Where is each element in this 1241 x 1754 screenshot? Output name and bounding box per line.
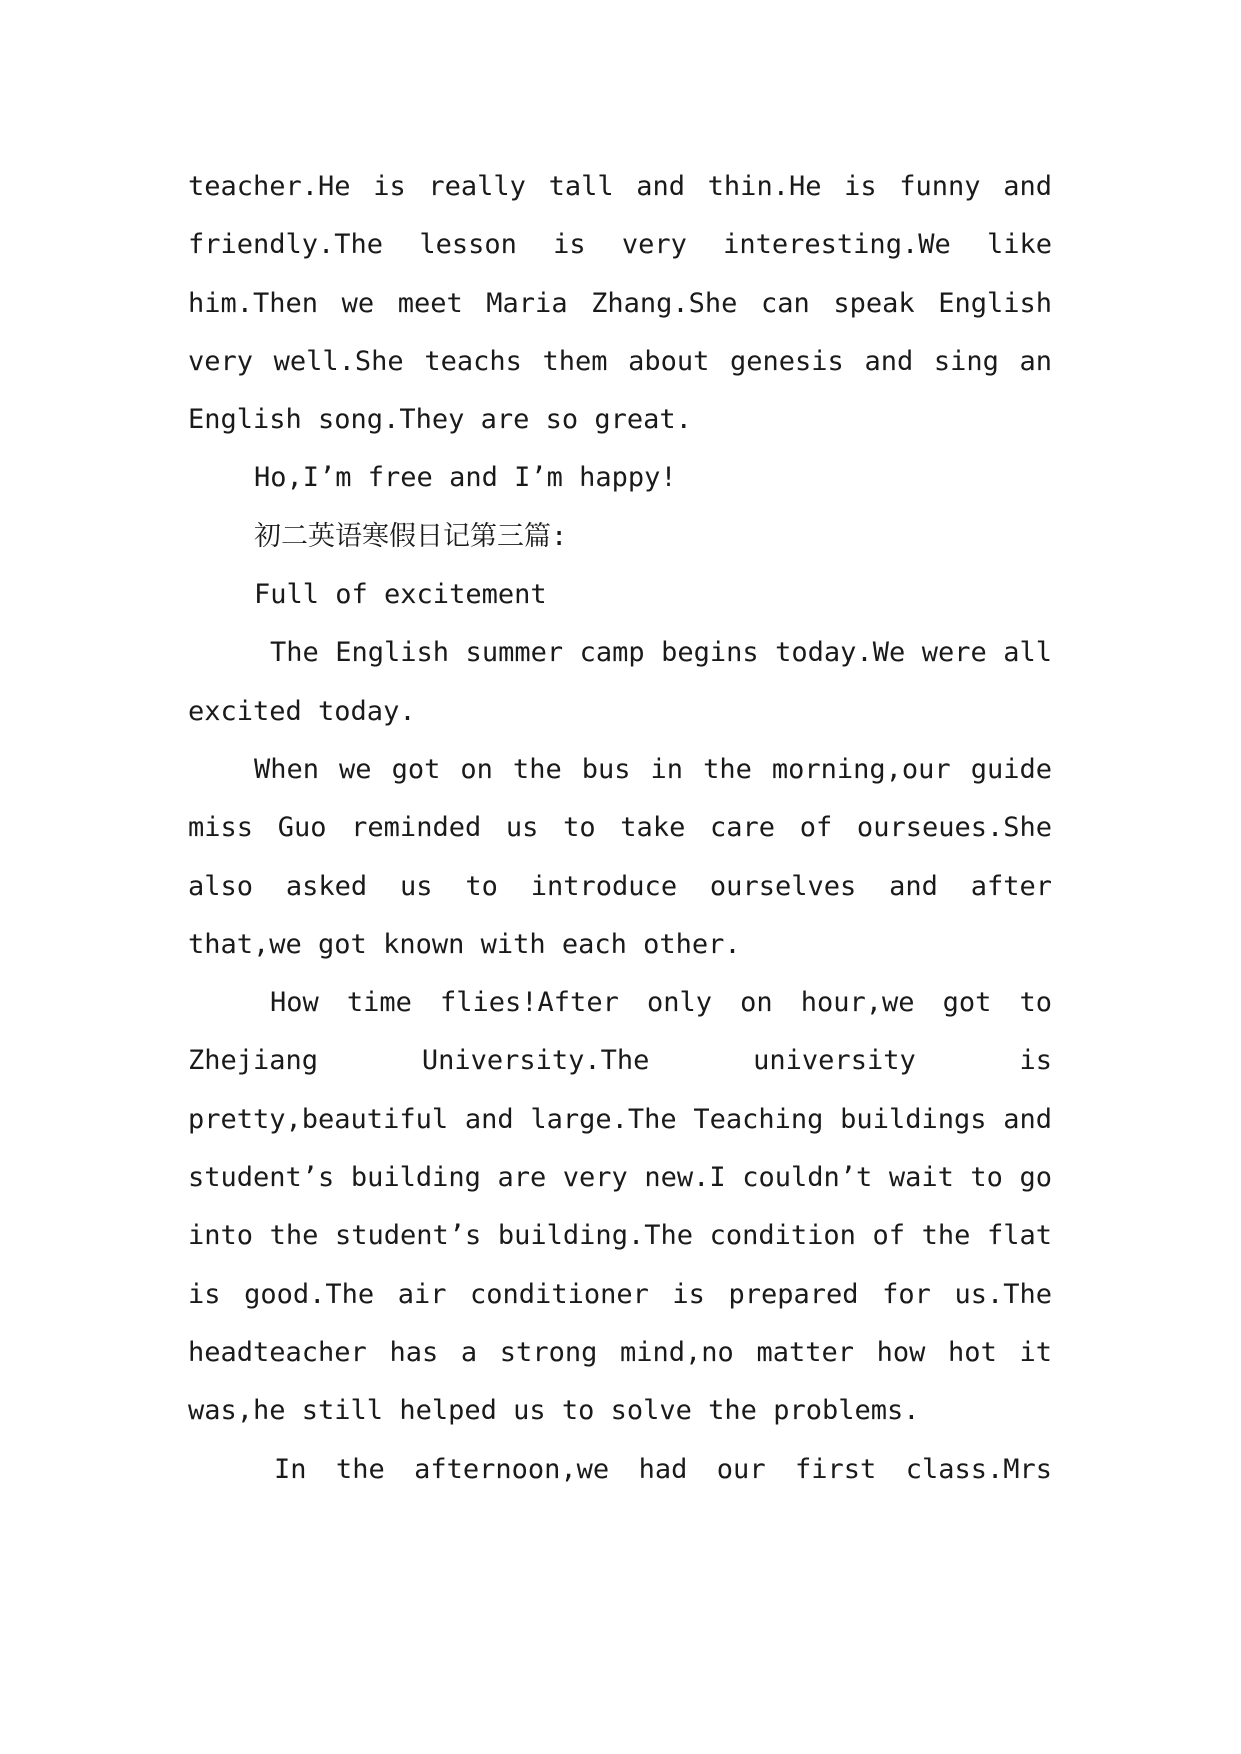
paragraph-intro: teacher.He is really tall and thin.He is funny and friendly.The lesson is very interesting.We like him.Then we meet Maria Zhang.She can speak English very well.She teachs them about genesis and sing an English song.They are so great. [188, 171, 1052, 436]
paragraph-camp-begins: The English summer camp begins today.We were all excited today. [188, 637, 1052, 727]
entry-title: Full of excitement [254, 579, 547, 611]
paragraph-bus: When we got on the bus in the morning,our guide miss Guo reminded us to take care of ourseues.She also asked us to introduce ourselves and after that,we got known with each other. [188, 753, 1052, 960]
paragraph-university: How time flies!After only on hour,we got to Zhejiang University.The university is pretty,beautiful and large.The Teaching buildings and student’s building are very new.I couldn’t wait to go into the student’s building.The condition of the flat is good.The air conditioner is prepared for us.The headteacher has a strong mind,no matter how hot it was,he still helped us to solve the problems. [188, 987, 1052, 1427]
paragraph-exclamation: Ho,I’m free and I’m happy! [254, 462, 677, 494]
paragraph-afternoon: In the afternoon,we had our first class.Mrs [274, 1453, 1052, 1485]
section-heading: 初二英语寒假日记第三篇: [254, 520, 568, 552]
document-page [188, 158, 1052, 1499]
